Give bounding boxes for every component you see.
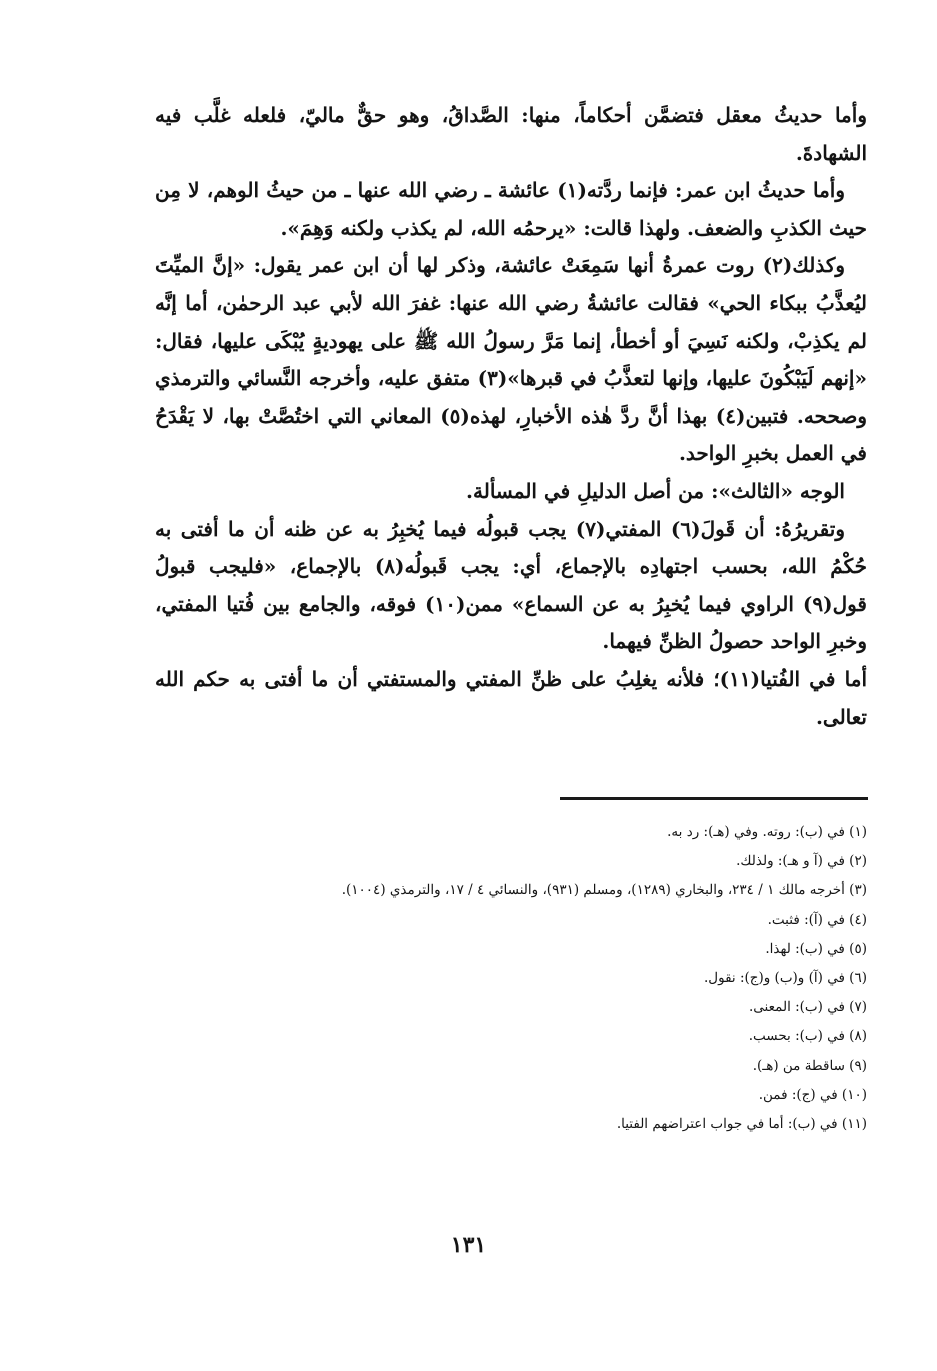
paragraph-third-aspect: الوجه «الثالث»: من أصل الدليلِ في المسألة. xyxy=(466,478,845,503)
footnote-8: (٨) في (ب): بحسب. xyxy=(748,1028,867,1045)
paragraph-ibn-umar: وأما حديثُ ابن عمر: فإنما ردَّته(١) عائشة ـ رضي الله عنها ـ من حيثُ الوهم، لا مِن حيث الكذبِ والضعف. ولهذا قالت: «يرحمُه الله، لم يكذب ولكنه وَهِمَ». xyxy=(155,178,867,240)
footnote-1: (١) في (ب): روته. وفي (هـ): رد به. xyxy=(667,824,867,840)
footnote-9: (٩) ساقطة من (هـ). xyxy=(752,1057,867,1074)
footnote-4: (٤) في (آ): فثبت. xyxy=(767,911,867,928)
footnote-2: (٢) في (آ و هـ): ولذلك. xyxy=(736,853,867,870)
paragraph-futya: أما في الفُتيا(١١)؛ فلأنه يغلِبُ على ظنِّ المفتي والمستفتي أن ما أفتى به حكم الله تعالى. xyxy=(155,666,867,729)
paragraph-amra: وكذلك(٢) روت عمرةُ أنها سَمِعَتْ عائشة، وذكر لها أن ابن عمر يقول: «إنَّ الميِّتَ ليُعذَّبُ ببكاء الحي» فقالت عائشةُ رضي الله عنها: غفرَ الله لأبي عبد الرحمٰن، أما إنَّه لم يكذِبْ، ولكنه نَسِيَ أو أخطأ، إنما مَرَّ رسولُ الله ﷺ على يهوديةٍ يُبْكَى عليها، فقال: «إنهم لَيَبْكُونَ عليها، وإنها لتعذَّبُ في قبرها»(٣) متفق عليه، وأخرجه النَّسائي والترمذي وصححه. فتبين(٤) بهذا أنَّ ردَّ هٰذه الأخبارِ، لهذه(٥) المعاني التي اختُصَّتْ بها، لا يَقْدَحُ في العمل بخبرِ الواحد. xyxy=(155,253,867,466)
page-number: ١٣١ xyxy=(450,1232,487,1258)
footnotes xyxy=(150,818,867,1139)
footnote-11: (١١) في (ب): أما في جواب اعتراضهم الفتيا. xyxy=(616,1116,867,1133)
main-text xyxy=(155,97,867,736)
footnote-7: (٧) في (ب): المعنى. xyxy=(749,999,867,1016)
paragraph-taqrir: وتقريرُهُ: أن قَولَ(٦) المفتي(٧) يجب قبولُه فيما يُخبِرُ به عن ظنه أن ما أفتى به حُكْمُ الله، بحسب اجتهادِه بالإجماع، أي: يجب قَبولُه(٨) بالإجماع، «فليجب قبولُ قول(٩) الراوي فيما يُخبِرُ به عن السماع» ممن(١٠) فوقه، والجامع بين فُتيا المفتي، وخبرِ الواحد حصولُ الظنِّ فيهما. xyxy=(155,516,867,654)
footnote-3: (٣) أخرجه مالك ١ / ٢٣٤، والبخاري (١٢٨٩)، ومسلم (٩٣١)، والنسائي ٤ / ١٧، والترمذي (١٠٠٤). xyxy=(341,882,867,899)
footnote-10: (١٠) في (ج): فمن. xyxy=(758,1086,867,1103)
footnote-separator xyxy=(560,797,868,800)
paragraph-sadaq: وأما حديثُ معقل فتضمَّن أحكاماً، منها: الصَّداقُ، وهو حقٌّ ماليّ، فلعله غلَّب فيه الشهادةَ. xyxy=(155,103,867,165)
footnote-5: (٥) في (ب): لهذا. xyxy=(765,940,867,957)
footnote-6: (٦) في (آ) و(ب) و(ج): نقول. xyxy=(704,970,867,987)
